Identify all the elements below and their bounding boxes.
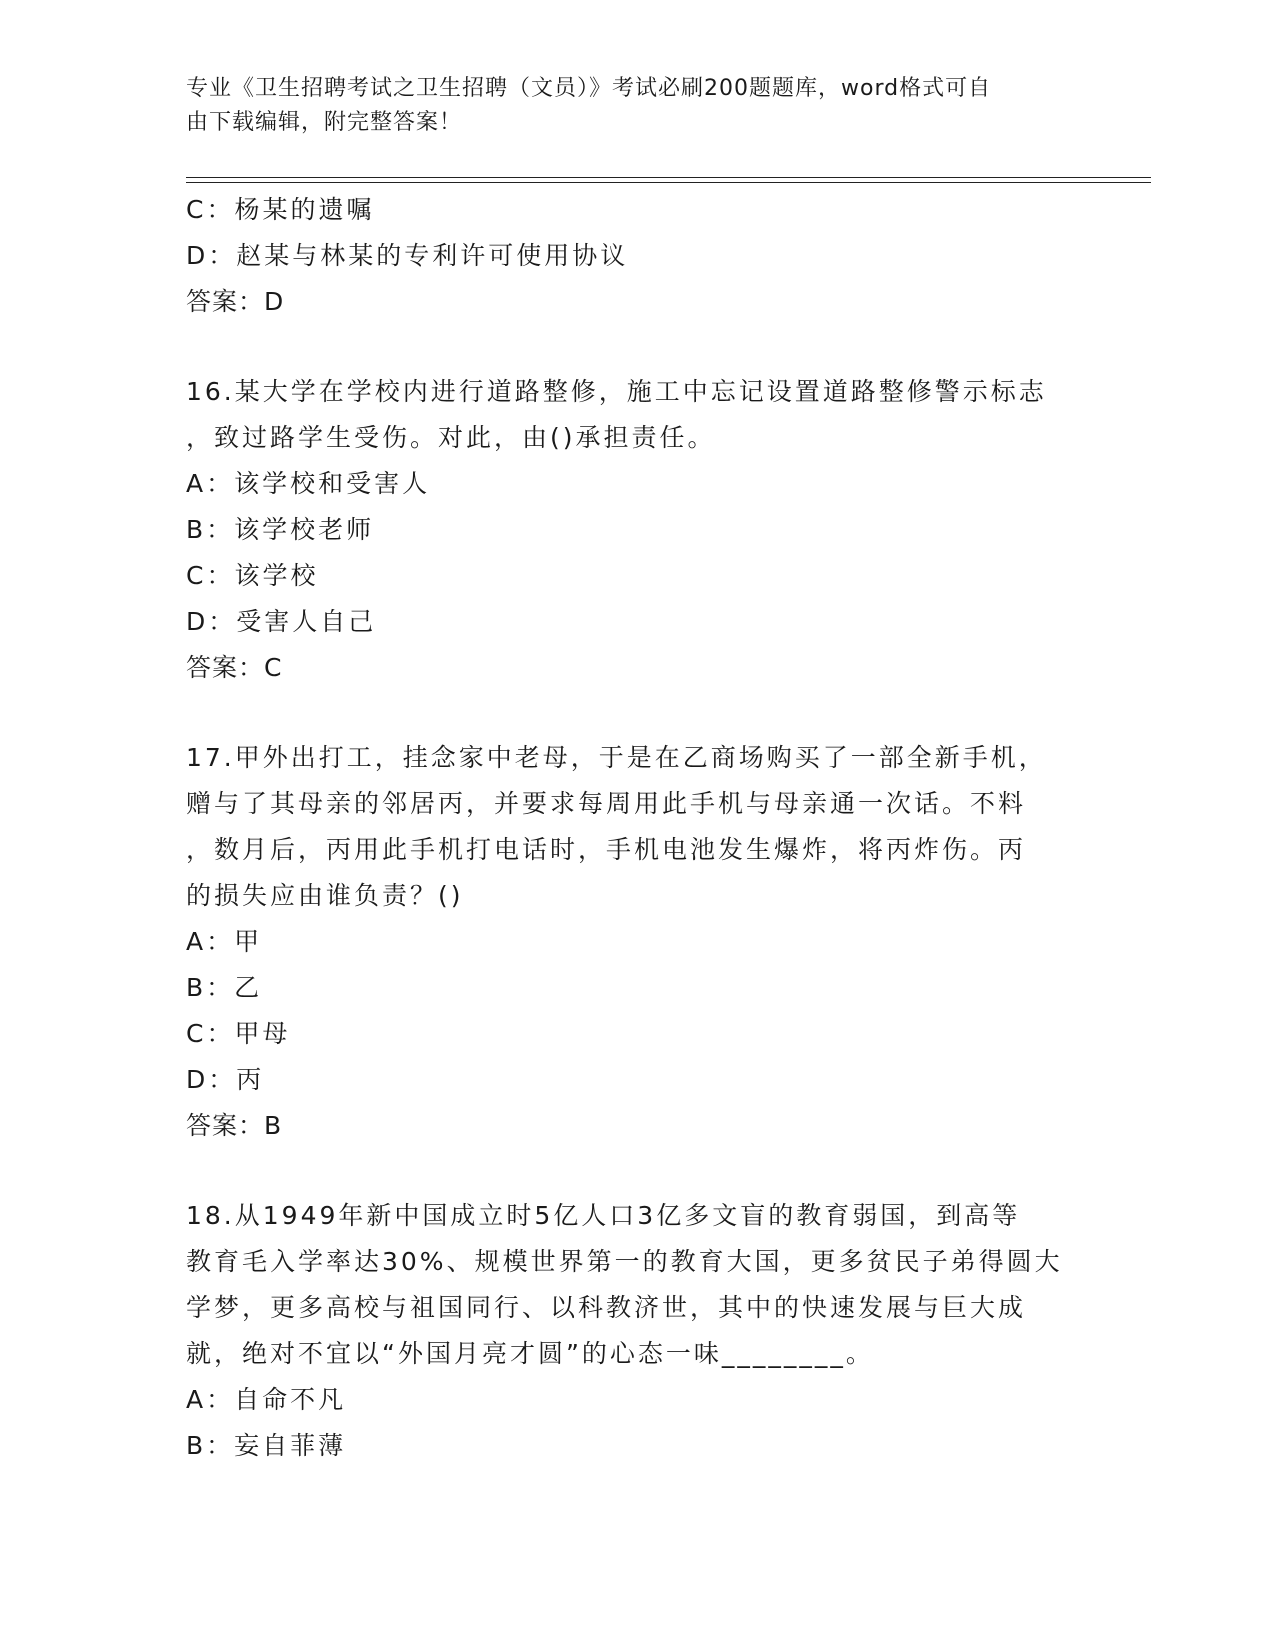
option-d: D：赵某与林某的专利许可使用协议: [186, 241, 629, 270]
question-stem: ，致过路学生受伤。对此，由()承担责任。: [186, 423, 716, 452]
document-header: [186, 72, 1086, 140]
spacer: [186, 691, 1086, 735]
question-stem: 的损失应由谁负责？(): [186, 881, 464, 910]
question-stem: 赠与了其母亲的邻居丙，并要求每周用此手机与母亲通一次话。不料: [186, 789, 1027, 818]
option-a: A：自命不凡: [186, 1385, 347, 1414]
option-d: D：受害人自己: [186, 607, 377, 636]
option-a: A：该学校和受害人: [186, 469, 431, 498]
question-18: [186, 1193, 1086, 1469]
question-stem: 就，绝对不宜以“外国月亮才圆”的心态一味________。: [186, 1339, 874, 1368]
option-c: C：杨某的遗嘱: [186, 195, 375, 224]
option-c: C：该学校: [186, 561, 319, 590]
header-divider-bottom: [186, 182, 1151, 183]
question-16: [186, 369, 1086, 691]
option-a: A：甲: [186, 927, 263, 956]
option-b: B：该学校老师: [186, 515, 375, 544]
question-stem: 17.甲外出打工，挂念家中老母，于是在乙商场购买了一部全新手机，: [186, 743, 1047, 772]
question-17: [186, 735, 1086, 1149]
answer-line: 答案：B: [186, 1111, 283, 1140]
answer-line: 答案：D: [186, 287, 285, 316]
question-stem: ，数月后，丙用此手机打电话时，手机电池发生爆炸，将丙炸伤。丙: [186, 835, 1027, 864]
header-title-line-1: 专业《卫生招聘考试之卫生招聘（文员）》考试必刷200题题库，word格式可自: [186, 76, 992, 101]
question-stem: 18.从1949年新中国成立时5亿人口3亿多文盲的教育弱国，到高等: [186, 1201, 1021, 1230]
spacer: [186, 325, 1086, 369]
header-title-line-2: 由下载编辑，附完整答案！: [186, 110, 463, 135]
option-b: B：妄自菲薄: [186, 1431, 347, 1460]
spacer: [186, 1149, 1086, 1193]
previous-question-tail: [186, 187, 1086, 325]
answer-line: 答案：C: [186, 653, 283, 682]
option-d: D：丙: [186, 1065, 265, 1094]
option-c: C：甲母: [186, 1019, 291, 1048]
option-b: B：乙: [186, 973, 263, 1002]
header-divider-top: [186, 177, 1151, 178]
question-stem: 16.某大学在学校内进行道路整修，施工中忘记设置道路整修警示标志: [186, 377, 1047, 406]
question-stem: 教育毛入学率达30%、规模世界第一的教育大国，更多贫民子弟得圆大: [186, 1247, 1063, 1276]
question-list: [186, 187, 1086, 1469]
question-stem: 学梦，更多高校与祖国同行、以科教济世，其中的快速发展与巨大成: [186, 1293, 1027, 1322]
